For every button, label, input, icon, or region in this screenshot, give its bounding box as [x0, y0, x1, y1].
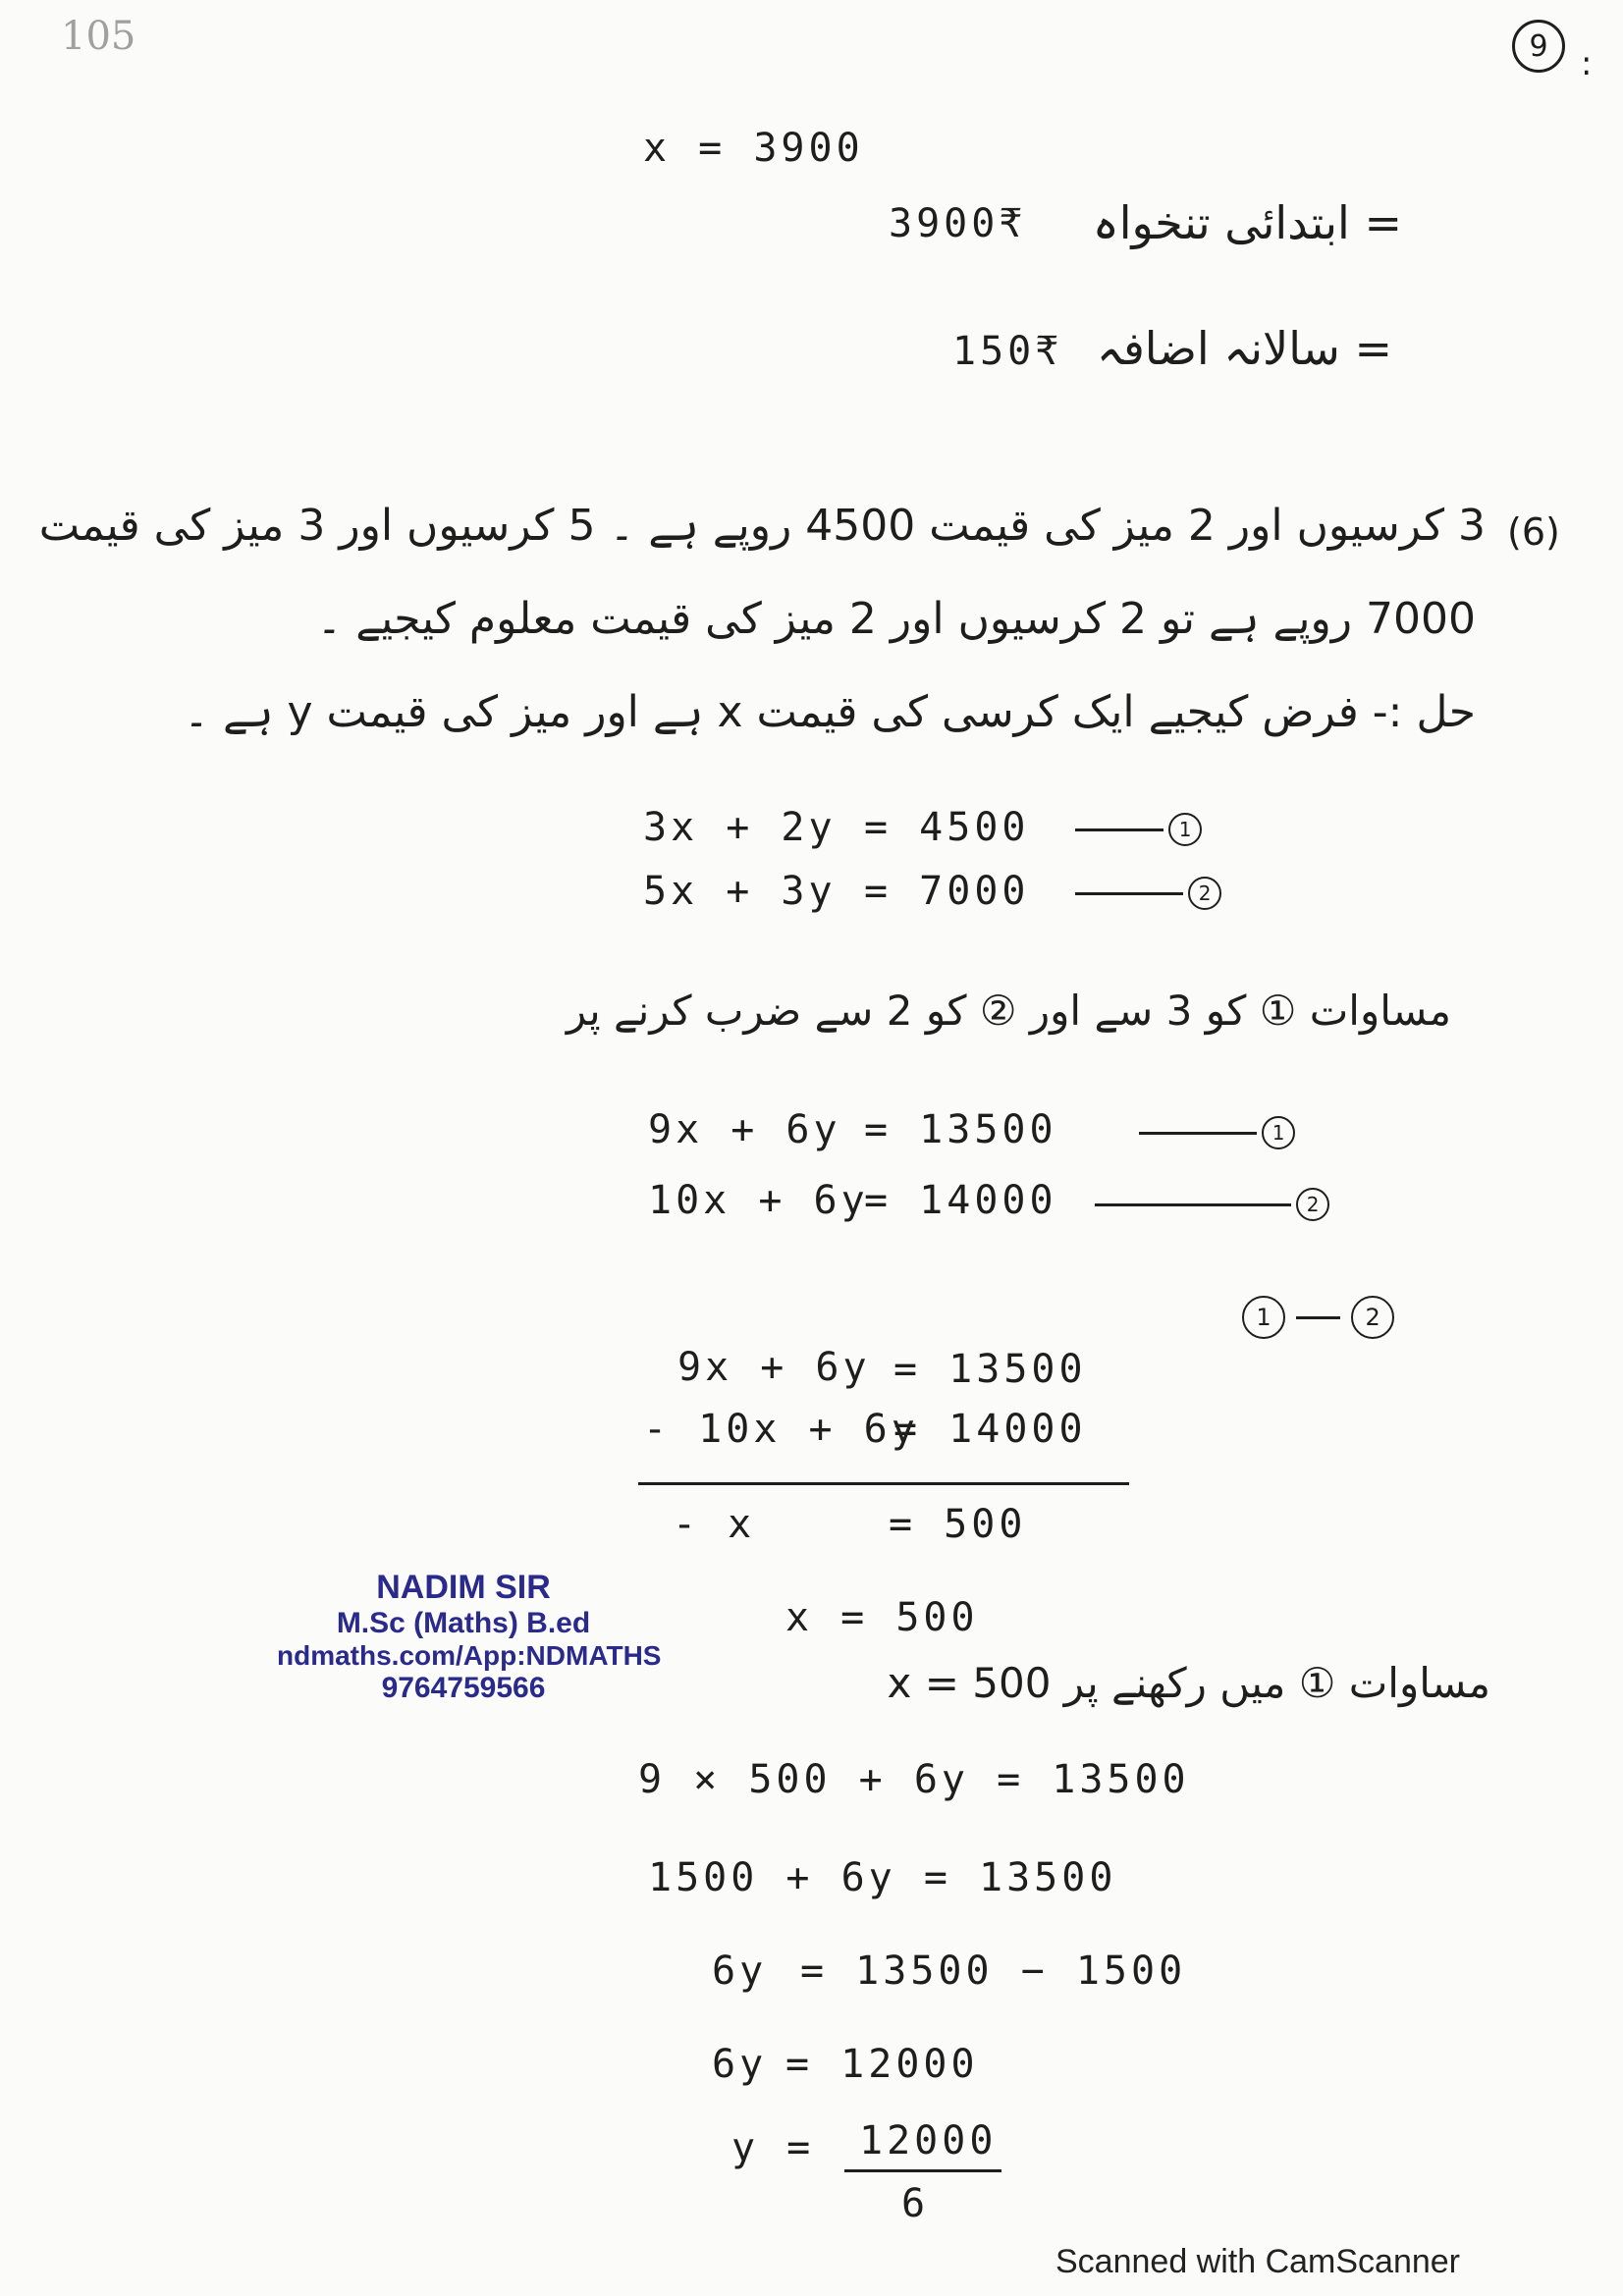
watermark	[277, 1569, 662, 1705]
watermark-degree: M.Sc (Maths) B.ed	[336, 1607, 591, 1639]
fraction-bar	[844, 2169, 1001, 2172]
eq4-rhs: = 14000	[864, 1178, 1057, 1223]
annual-increment-label: = سالانہ اضافہ	[1096, 322, 1392, 375]
sub-result-rhs: = 500	[889, 1502, 1027, 1547]
x-value-line: x = 3900	[643, 126, 864, 171]
solution-assumption: حل :- فرض کیجیے ایک کرسی کی قیمت x ہے اور میز کی قیمت y ہے ۔	[184, 687, 1476, 737]
watermark-phone: 9764759566	[381, 1672, 546, 1704]
step-5-numerator: 12000	[859, 2118, 998, 2163]
question-line-1: 3 کرسیوں اور 2 میز کی قیمت 4500 روپے ہے ۔ 5 کرسیوں اور 3 میز کی قیمت	[38, 501, 1486, 551]
initial-salary-value: 3900₹	[889, 201, 1027, 246]
eq3-tag-group	[1139, 1116, 1295, 1149]
eq2-tag-group	[1075, 877, 1221, 910]
step-4-rhs: = 12000	[785, 2042, 979, 2087]
eq1-lhs: 3x + 2y	[643, 805, 837, 850]
sub-line1-rhs: = 13500	[893, 1347, 1087, 1392]
eq4-dash	[1095, 1203, 1291, 1206]
page-number: 105	[61, 14, 136, 59]
annual-increment-value: 150₹	[952, 329, 1063, 374]
subtract-marker	[1242, 1296, 1394, 1339]
eq1-tag-group	[1075, 813, 1202, 846]
corner-mark: :	[1581, 44, 1593, 83]
scanner-footer: Scanned with CamScanner	[1055, 2243, 1461, 2280]
watermark-site: ndmaths.com/App:NDMATHS	[277, 1640, 662, 1671]
sub-line2-rhs: = 14000	[893, 1407, 1087, 1452]
eq1-rhs: = 4500	[864, 805, 1030, 850]
step-1: 9 × 500 + 6y = 13500	[638, 1757, 1190, 1802]
eq1-tag: 1	[1168, 813, 1202, 846]
sub-line2-lhs: - 10x + 6y	[643, 1407, 919, 1452]
multiply-note: مساوات ① کو 3 سے اور ② کو 2 سے ضرب کرنے پر	[566, 987, 1451, 1035]
initial-salary-label: = ابتدائی تنخواہ	[1092, 196, 1402, 249]
eq2-tag: 2	[1188, 877, 1221, 910]
step-5-lhs: y =	[731, 2125, 815, 2170]
question-line-2: 7000 روپے ہے تو 2 کرسیوں اور 2 میز کی قیمت معلوم کیجیے ۔	[316, 594, 1476, 644]
subtract-a: 1	[1242, 1296, 1285, 1339]
circled-page-number	[1512, 20, 1565, 73]
subtract-b: 2	[1351, 1296, 1394, 1339]
eq4-lhs: 10x + 6y	[648, 1178, 869, 1223]
step-2: 1500 + 6y = 13500	[648, 1855, 1117, 1900]
eq4-tag: 2	[1296, 1188, 1329, 1221]
eq3-tag: 1	[1262, 1116, 1295, 1149]
subtraction-rule	[638, 1482, 1129, 1485]
step-5-denominator: 6	[901, 2181, 930, 2226]
substitute-note: x = 500 مساوات ① میں رکھنے پر	[887, 1659, 1490, 1707]
sub-result-lhs: - x	[673, 1502, 756, 1547]
step-3-rhs: = 13500 − 1500	[800, 1949, 1187, 1994]
eq3-dash	[1139, 1132, 1257, 1135]
question-number: (6)	[1507, 510, 1560, 554]
eq1-dash	[1075, 828, 1163, 831]
circled-page-number-text: 9	[1529, 28, 1548, 64]
eq2-rhs: = 7000	[864, 869, 1030, 914]
step-3-lhs: 6y	[712, 1949, 768, 1994]
eq4-tag-group	[1095, 1188, 1329, 1221]
sub-line1-lhs: 9x + 6y	[677, 1345, 871, 1390]
x-result: x = 500	[785, 1595, 979, 1640]
eq2-dash	[1075, 892, 1183, 895]
eq3-rhs: = 13500	[864, 1107, 1057, 1152]
eq2-lhs: 5x + 3y	[643, 869, 837, 914]
watermark-name: NADIM SIR	[376, 1569, 551, 1606]
eq3-lhs: 9x + 6y	[648, 1107, 841, 1152]
step-4-lhs: 6y	[712, 2042, 768, 2087]
subtract-minus	[1296, 1316, 1340, 1319]
